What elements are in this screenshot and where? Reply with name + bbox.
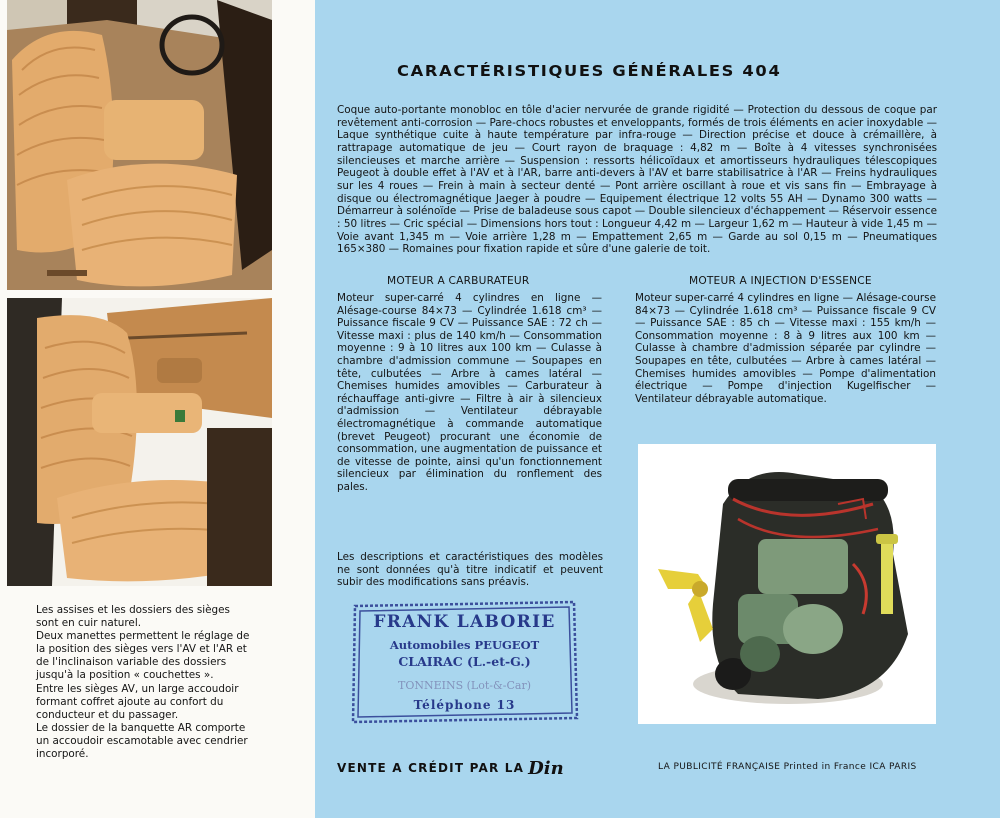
specifications-panel: [315, 0, 1000, 818]
printer-credit: LA PUBLICITÉ FRANÇAISE Printed in France ICA PARIS: [658, 762, 917, 772]
caption-paragraph: Entre les sièges AV, un large accoudoir formant coffret ajoute au confort du conducteur et du passager.: [36, 682, 239, 721]
stamp-second-town: TONNEINS (Lot-&-Car): [397, 679, 532, 692]
seats-caption: [36, 604, 250, 761]
credit-line: [337, 758, 564, 779]
caption-paragraph: Les assises et les dossiers des sièges sont en cuir naturel.: [36, 604, 230, 630]
disclaimer-text: Les descriptions et caractéristiques des modèles ne sont données qu'à titre indicatif et peuvent subir des modifications sans préavis.: [337, 551, 603, 589]
carburetor-engine-heading: MOTEUR A CARBURATEUR: [387, 275, 530, 287]
stamp-phone: Téléphone 13: [413, 698, 516, 712]
page-title: CARACTÉRISTIQUES GÉNÉRALES 404: [397, 62, 782, 80]
din-logo: Din: [528, 758, 564, 779]
carburetor-engine-text: Moteur super-carré 4 cylindres en ligne — Alésage-course 84×73 — Cylindrée 1.618 cm³ — Puissance fiscale 9 CV — Puissance SAE : 72 ch — Vitesse maxi : plus de 140 km/h — Consommation moyenne : 9 à 10 litres aux 100 km — Culasse à chambre d'admission commune — Soupapes en tête, culbutées — Arbre à cames latéral — Chemises humides amovibles — Carburateur à réchauffage anti-givre — Filtre à air à silencieux d'admission — Ventilateur débrayable électromagnétique à commande automatique (brevet Peugeot) procurant une économie de consommation, une augmentation de puissance et de vitesse de pointe, ainsi qu'un fonctionnement silencieux par élimination du ronflement des pales.: [337, 292, 602, 493]
rear-seats-photo: [7, 298, 272, 586]
stamp-brand: Automobiles PEUGEOT: [389, 638, 540, 652]
caption-paragraph: Le dossier de la banquette AR comporte un accoudoir escamotable avec cendrier incorporé.: [36, 721, 248, 761]
injection-engine-heading: MOTEUR A INJECTION D'ESSENCE: [689, 275, 872, 287]
engine-photo: [638, 444, 936, 724]
front-seats-photo: [7, 0, 272, 290]
stamp-dealer-name: FRANK LABORIE: [373, 612, 556, 632]
caption-paragraph: Deux manettes permettent le réglage de la position des sièges vers l'AV et l'AR et de l'inclinaison variable des dossiers jusqu'à la position « couchettes ».: [36, 630, 250, 682]
dealer-stamp: [349, 596, 580, 728]
left-column: [0, 0, 315, 818]
stamp-town: CLAIRAC (L.-et-G.): [398, 654, 531, 669]
injection-engine-text: Moteur super-carré 4 cylindres en ligne — Alésage-course 84×73 — Cylindrée 1.618 cm³ — Puissance fiscale 9 CV — Puissance SAE : 85 ch — Vitesse maxi : 155 km/h — Consommation moyenne : 8 à 9 litres aux 100 km — Culasse à chambre d'admission séparée par cylindre — Soupapes en tête, culbutées — Arbre à cames latéral — Chemises humides amovibles — Pompe d'alimentation électrique — Pompe d'injection Kugelfischer — Ventilateur débrayable automatique.: [635, 292, 936, 405]
general-specifications-text: Coque auto-portante monobloc en tôle d'acier nervurée de grande rigidité — Protection du dessous de coque par revêtement anti-corrosion — Pare-chocs robustes et enveloppants, formés de trois éléments en acier inoxydable — Laque synthétique cuite à haute température par infra-rouge — Direction précise et douce à crémaillère, à rattrapage automatique de jeu — Court rayon de braquage : 4,82 m — Boîte à 4 vitesses synchronisées silencieuses et marche arrière — Suspension : ressorts hélicoïdaux et amortisseurs hydrauliques télescopiques Peugeot à double effet à l'AV et à l'AR, barre anti-devers à l'AV et barre stabilisatrice à l'AR — Freins hydrauliques sur les 4 roues — Frein à main à secteur denté — Pont arrière oscillant à roue et vis sans fin — Embrayage à disque ou électromagnétique Jaeger à poudre — Equipement électrique 12 volts 55 AH — Dynamo 300 watts — Démarreur à solénoïde — Prise de baladeuse sous capot — Double silencieux d'échappement — Réservoir essence : 50 litres — Cric spécial — Dimensions hors tout : Longueur 4,42 m — Largeur 1,62 m — Hauteur à vide 1,45 m — Voie avant 1,345 m — Voie arrière 1,28 m — Empattement 2,65 m — Garde au sol 0,15 m — Pneumatiques 165×380 — Romaines pour fixation rapide et sûre d'une galerie de toit.: [337, 104, 937, 256]
credit-text: VENTE A CRÉDIT PAR LA: [337, 761, 525, 775]
